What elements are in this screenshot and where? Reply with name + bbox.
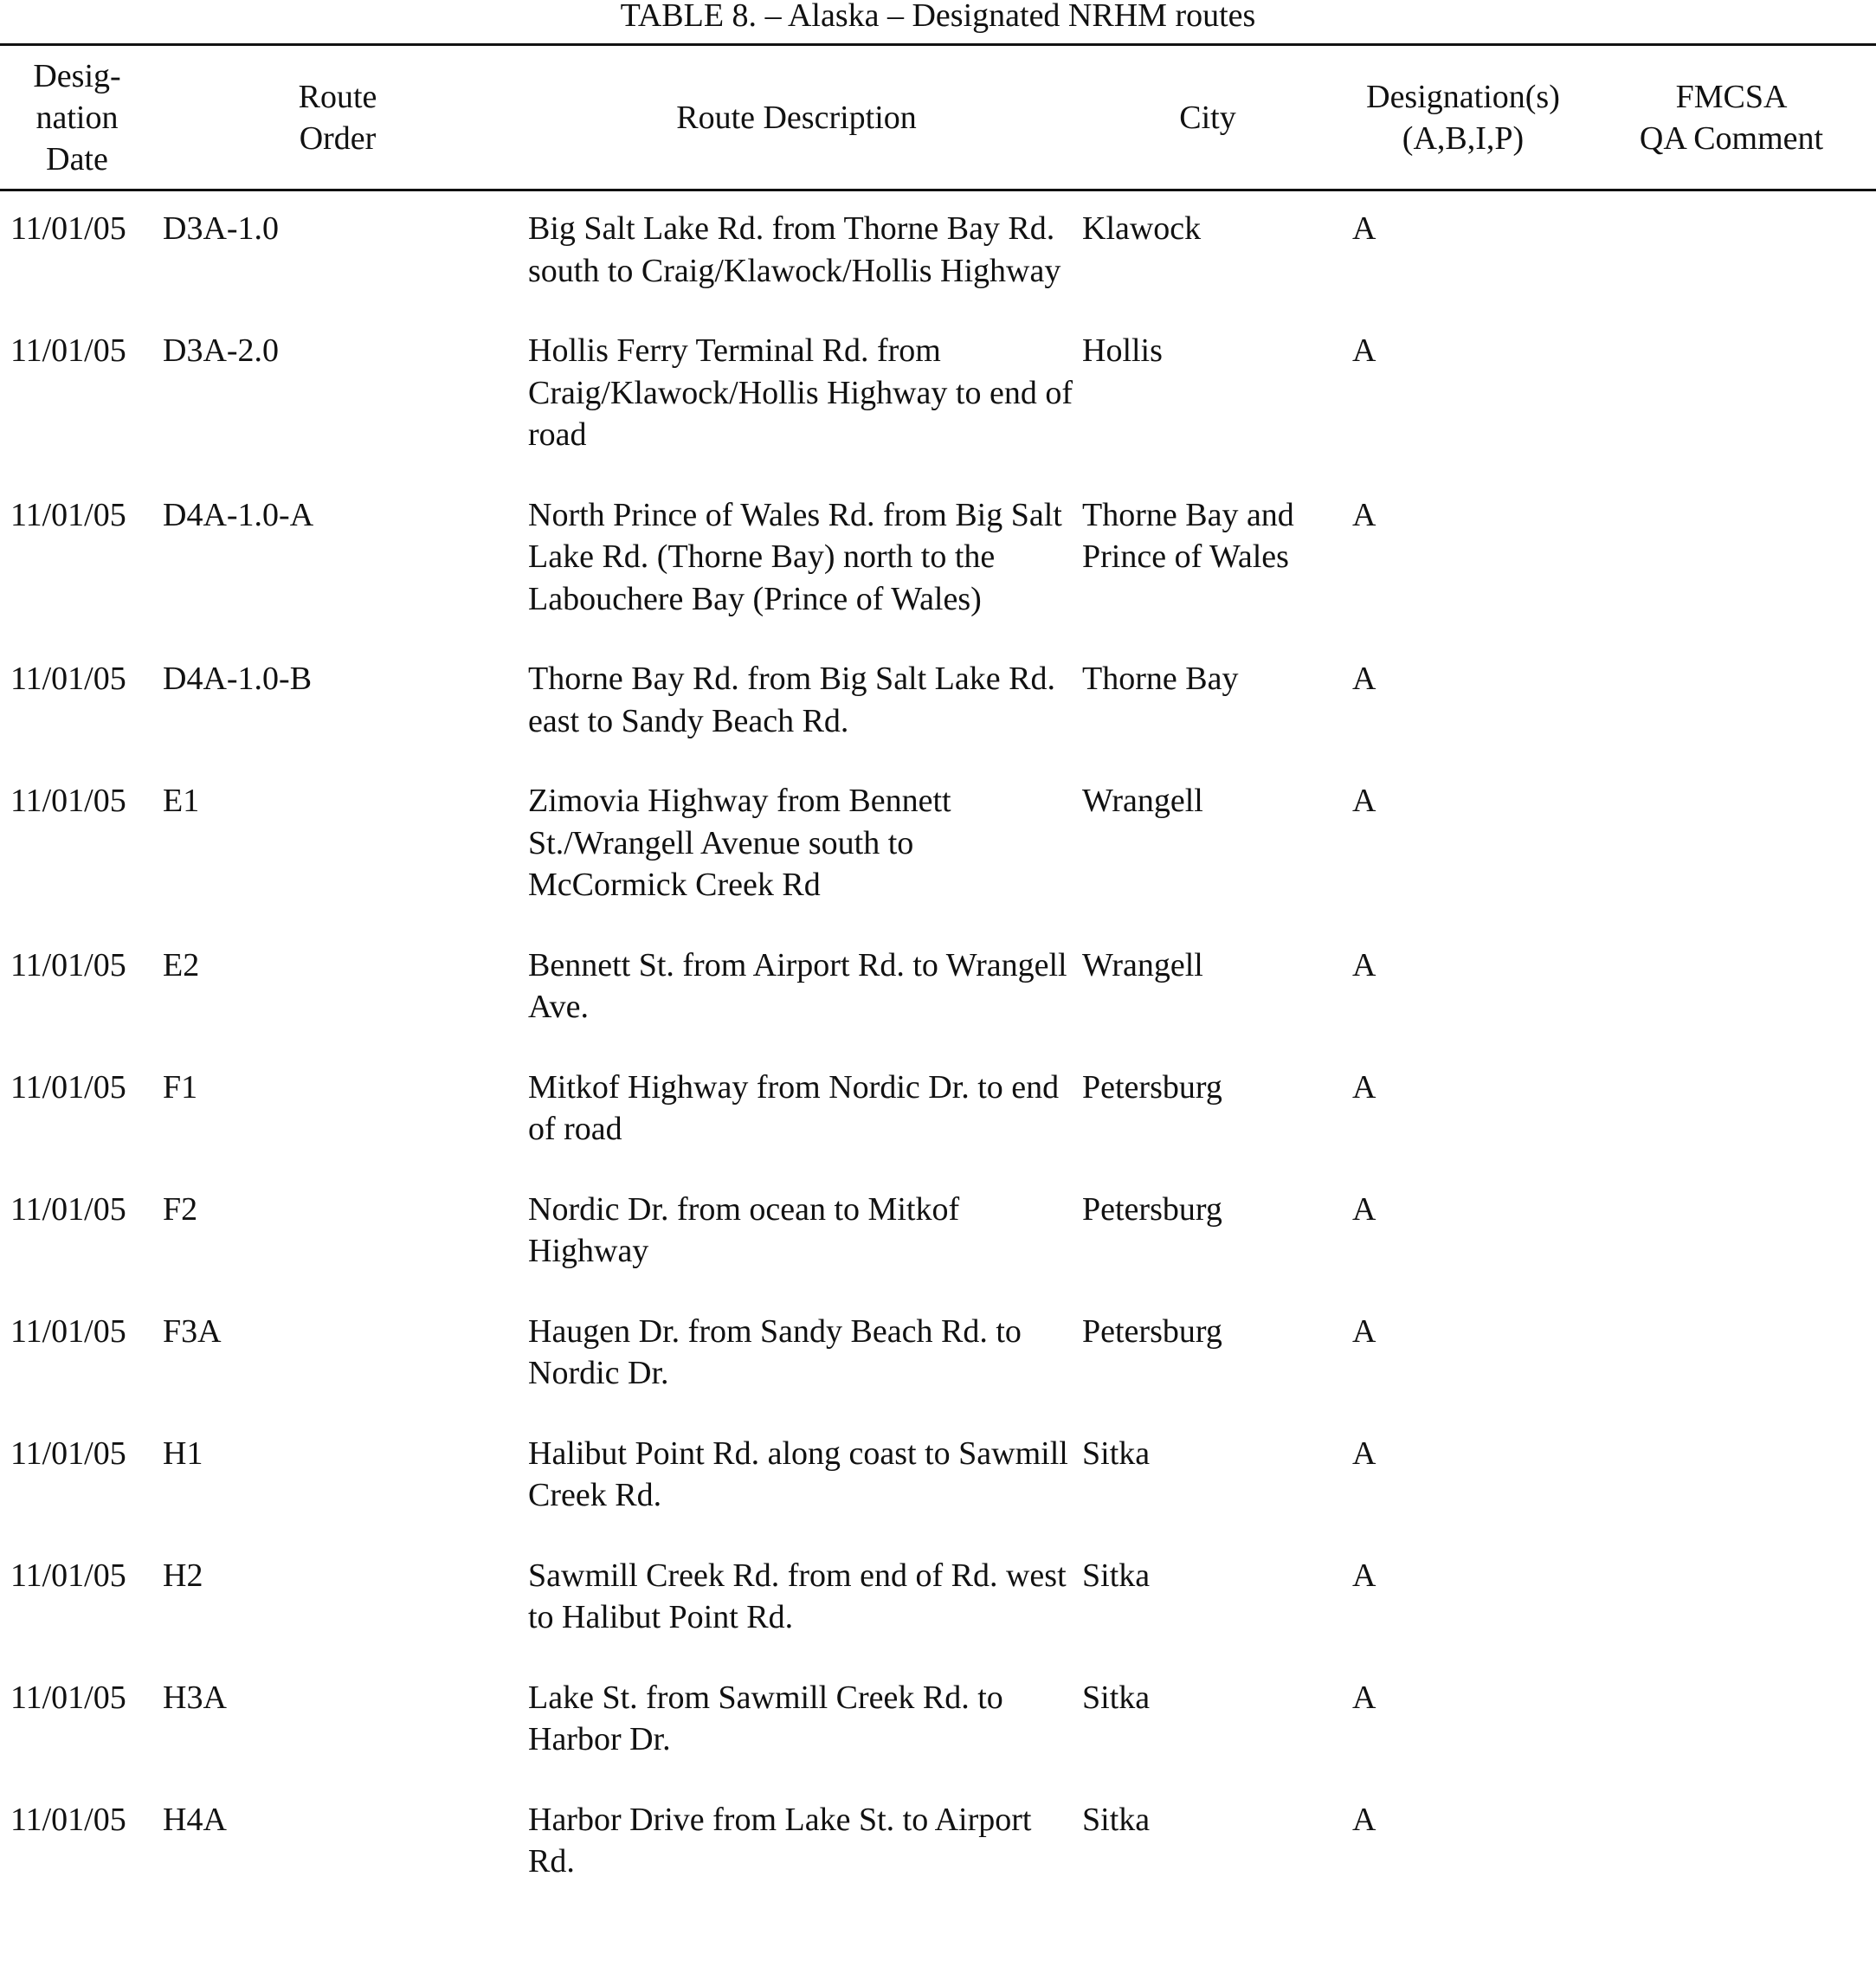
cell-route-description: Bennett St. from Airport Rd. to Wrangell Ave.	[528, 946, 1067, 1025]
cell-designation-date: 11/01/05	[10, 1679, 126, 1716]
header-designations-line: Designation(s)	[1366, 79, 1560, 115]
cell-designation-date: 11/01/05	[10, 332, 126, 369]
cell-designations: A	[1352, 1557, 1376, 1594]
cell-designation-date: 11/01/05	[10, 1435, 126, 1472]
cell-route-description: Nordic Dr. from ocean to Mitkof Highway	[528, 1190, 960, 1269]
cell-route-order: H3A	[163, 1679, 227, 1716]
cell-designation-date: 11/01/05	[10, 946, 126, 983]
table-row	[0, 658, 1876, 780]
cell-city: Thorne Bay and Prince of Wales	[1082, 496, 1294, 575]
cell-designation-date: 11/01/05	[10, 210, 126, 247]
cell-route-order: H2	[163, 1557, 203, 1594]
cell-city: Thorne Bay	[1082, 661, 1239, 697]
table-row	[0, 1799, 1876, 1921]
table-row	[0, 1067, 1876, 1189]
cell-route-description: Halibut Point Rd. along coast to Sawmill Creek Rd.	[528, 1435, 1068, 1513]
header-city	[1082, 48, 1333, 187]
header-designations	[1333, 48, 1593, 187]
cell-city: Petersburg	[1082, 1312, 1222, 1350]
cell-route-description: Big Salt Lake Rd. from Thorne Bay Rd. south to Craig/Klawock/Hollis Highway	[528, 210, 1061, 289]
header-route-order-line: Route	[298, 79, 377, 115]
header-city-line: City	[1179, 100, 1236, 136]
cell-designations: A	[1352, 1312, 1376, 1350]
cell-designations: A	[1352, 1679, 1376, 1716]
cell-route-order: E1	[163, 783, 200, 819]
table-row	[0, 1677, 1876, 1799]
cell-designation-date: 11/01/05	[10, 496, 126, 533]
table-row	[0, 945, 1876, 1067]
cell-city: Sitka	[1082, 1801, 1151, 1838]
cell-designation-date: 11/01/05	[10, 1068, 126, 1106]
table-row	[0, 1555, 1876, 1677]
header-route-order-line: Order	[299, 120, 377, 157]
cell-route-order: H1	[163, 1435, 203, 1472]
table-caption	[0, 0, 1876, 35]
cell-route-description: Harbor Drive from Lake St. to Airport Rd.	[528, 1801, 1032, 1880]
header-fmcsa-qa-comment	[1593, 48, 1870, 187]
cell-city: Wrangell	[1082, 946, 1203, 983]
cell-route-description: Haugen Dr. from Sandy Beach Rd. to Nordic Dr.	[528, 1312, 1022, 1391]
cell-route-order: F3A	[163, 1312, 222, 1350]
cell-designations: A	[1352, 210, 1376, 247]
cell-designations: A	[1352, 496, 1376, 533]
header-route-description-line: Route Description	[676, 100, 917, 136]
cell-designation-date: 11/01/05	[10, 783, 126, 819]
cell-designation-date: 11/01/05	[10, 661, 126, 697]
cell-designation-date: 11/01/05	[10, 1557, 126, 1594]
table-row	[0, 494, 1876, 659]
cell-designations: A	[1352, 661, 1376, 697]
cell-route-order: D4A-1.0-A	[163, 496, 314, 533]
header-designation-date-line: Desig-	[33, 58, 121, 94]
cell-city: Klawock	[1082, 210, 1202, 247]
cell-designation-date: 11/01/05	[10, 1190, 126, 1228]
table-row	[0, 1189, 1876, 1311]
cell-city: Petersburg	[1082, 1068, 1222, 1106]
cell-route-order: F2	[163, 1190, 198, 1228]
header-rule	[0, 189, 1876, 191]
cell-city: Hollis	[1082, 332, 1163, 369]
cell-route-description: Lake St. from Sawmill Creek Rd. to Harbor Dr.	[528, 1679, 1003, 1757]
cell-city: Wrangell	[1082, 783, 1203, 819]
header-route-description	[528, 48, 1065, 187]
cell-route-order: D3A-1.0	[163, 210, 280, 247]
header-designations-line: (A,B,I,P)	[1402, 120, 1525, 157]
cell-route-description: Zimovia Highway from Bennett St./Wrangell Avenue south to McCormick Creek Rd	[528, 783, 951, 903]
cell-designation-date: 11/01/05	[10, 1801, 126, 1838]
table-row	[0, 330, 1876, 494]
cell-designations: A	[1352, 946, 1376, 983]
cell-route-order: D4A-1.0-B	[163, 661, 313, 697]
cell-designations: A	[1352, 1068, 1376, 1106]
cell-designation-date: 11/01/05	[10, 1312, 126, 1350]
table-number: TABLE 8.	[620, 0, 757, 34]
cell-city: Sitka	[1082, 1557, 1151, 1594]
table-row	[0, 1311, 1876, 1433]
cell-designations: A	[1352, 332, 1376, 369]
header-route-order	[216, 48, 459, 187]
table-row	[0, 208, 1876, 330]
cell-designations: A	[1352, 783, 1376, 819]
cell-designations: A	[1352, 1190, 1376, 1228]
table-row	[0, 1433, 1876, 1555]
cell-city: Sitka	[1082, 1679, 1151, 1716]
cell-route-description: Hollis Ferry Terminal Rd. from Craig/Klawock/Hollis Highway to end of road	[528, 332, 1073, 453]
cell-route-order: F1	[163, 1068, 198, 1106]
table-title: – Alaska – Designated NRHM routes	[757, 0, 1256, 34]
header-fmcsa-qa-comment-line: QA Comment	[1639, 120, 1824, 157]
cell-designations: A	[1352, 1801, 1376, 1838]
table-row	[0, 780, 1876, 945]
cell-route-order: D3A-2.0	[163, 332, 280, 369]
cell-route-description: Mitkof Highway from Nordic Dr. to end of road	[528, 1068, 1060, 1147]
cell-route-order: E2	[163, 946, 200, 983]
cell-route-description: Thorne Bay Rd. from Big Salt Lake Rd. east to Sandy Beach Rd.	[528, 661, 1055, 739]
header-designation-date-line: nation	[35, 100, 119, 136]
top-rule	[0, 43, 1876, 46]
cell-route-description: Sawmill Creek Rd. from end of Rd. west to Halibut Point Rd.	[528, 1557, 1067, 1635]
header-fmcsa-qa-comment-line: FMCSA	[1675, 79, 1788, 115]
cell-city: Sitka	[1082, 1435, 1151, 1472]
header-designation-date-line: Date	[46, 141, 108, 177]
cell-designations: A	[1352, 1435, 1376, 1472]
cell-route-description: North Prince of Wales Rd. from Big Salt Lake Rd. (Thorne Bay) north to the Labouchere Bay (Prince of Wales)	[528, 496, 1062, 617]
cell-route-order: H4A	[163, 1801, 227, 1838]
table-body	[0, 208, 1876, 1921]
cell-city: Petersburg	[1082, 1190, 1222, 1228]
header-designation-date	[0, 48, 154, 187]
